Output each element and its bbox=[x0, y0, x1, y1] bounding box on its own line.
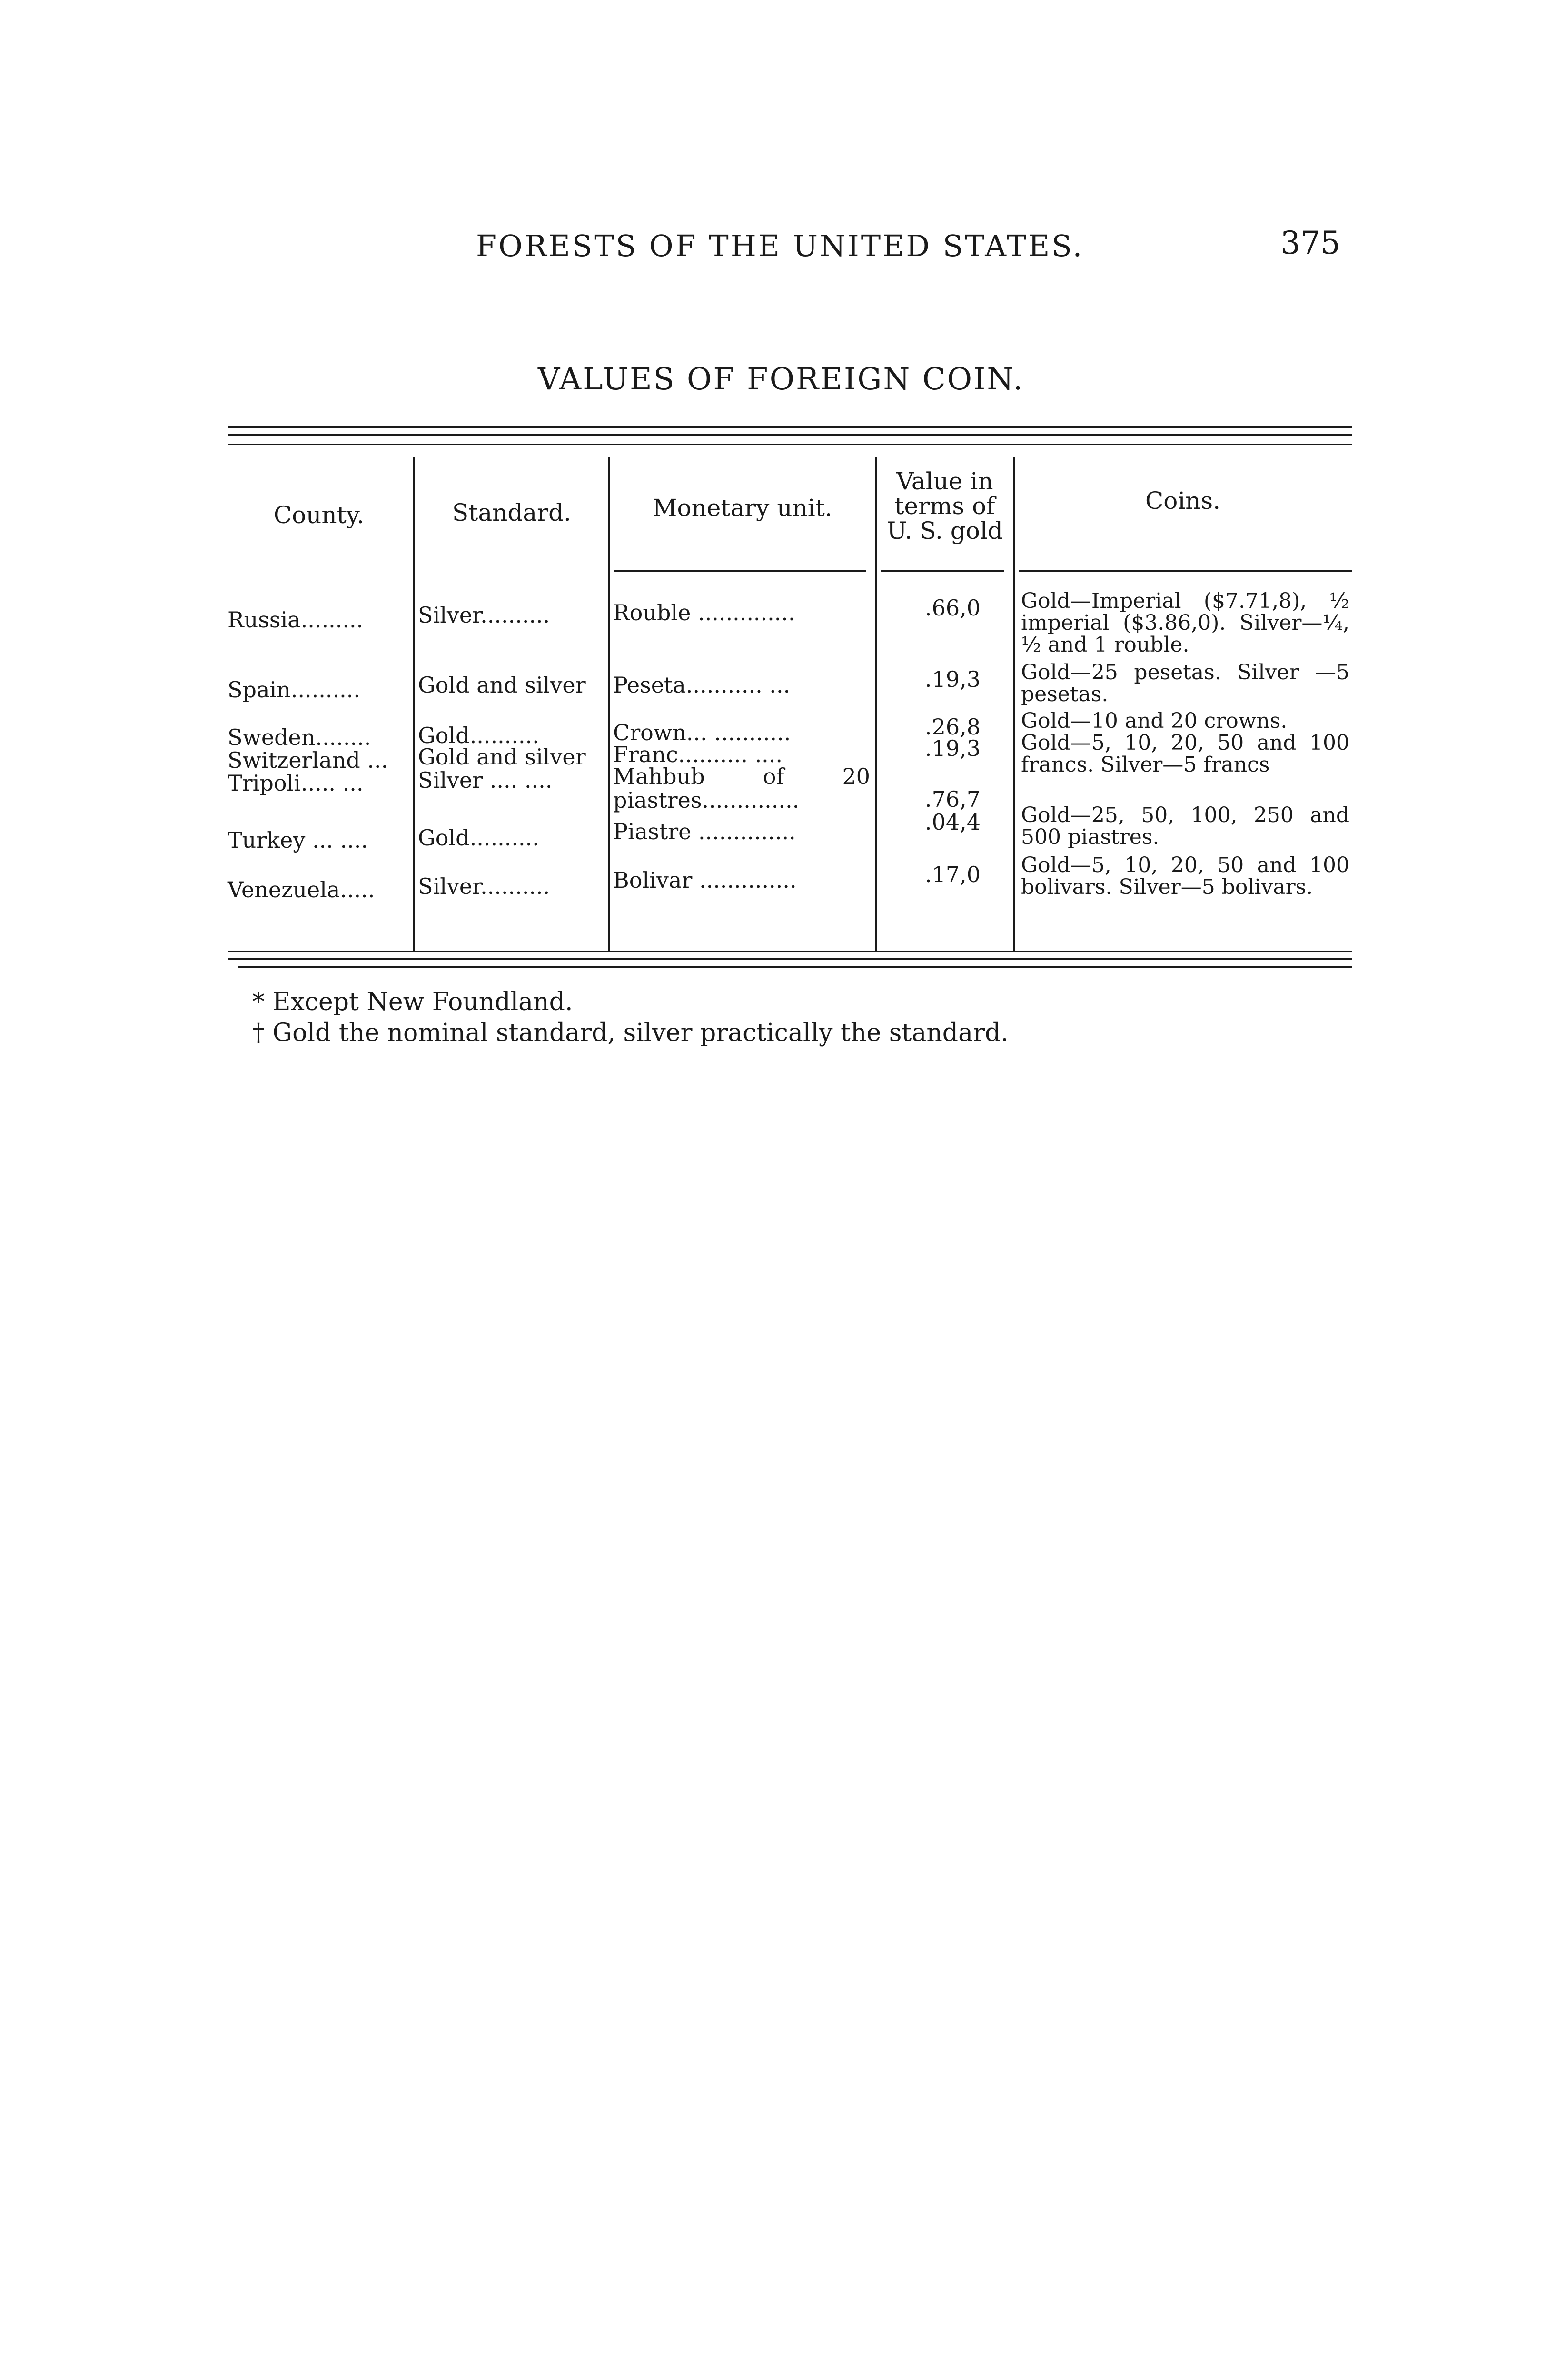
column-rule bbox=[608, 457, 610, 952]
table-cell-value: .19,3 bbox=[924, 666, 981, 692]
table-bottom-rule bbox=[228, 951, 1352, 952]
table-cell-country: Turkey ... .... bbox=[228, 827, 368, 853]
table-cell-standard: Gold.......... bbox=[418, 723, 539, 748]
table-cell-country: Switzerland ... bbox=[228, 747, 388, 773]
table-cell-country: Venezuela..... bbox=[228, 877, 375, 902]
column-rule bbox=[1013, 457, 1015, 952]
footnote-rule bbox=[238, 966, 1352, 968]
table-cell-unit: Rouble .............. bbox=[613, 600, 795, 625]
footnote: † Gold the nominal standard, silver practically the standard. bbox=[252, 1019, 1009, 1047]
table-cell-standard: Gold.......... bbox=[418, 825, 539, 851]
table-cell-coins: Gold—25 pesetas. Silver —5 pesetas. bbox=[1021, 660, 1349, 706]
table-bottom-rule-outer bbox=[228, 958, 1352, 960]
footnote: * Except New Foundland. bbox=[252, 988, 573, 1016]
table-cell-unit: Piastre .............. bbox=[613, 819, 796, 844]
table-cell-unit: Peseta........... ... bbox=[613, 672, 791, 698]
running-header: FORESTS OF THE UNITED STATES. bbox=[476, 228, 1084, 263]
table-cell-coins: Gold—Imperial ($7.71,8), ½ imperial ($3.86,0). Silver—¼, ½ and 1 rouble. bbox=[1021, 589, 1349, 657]
table-header-rule bbox=[228, 444, 1352, 445]
table-cell-unit: Mahbub of 20 piastres.............. bbox=[613, 764, 870, 813]
column-header-coins: Coins. bbox=[1145, 487, 1221, 515]
table-cell-value: .26,8 bbox=[924, 714, 981, 740]
table-cell-unit: Franc.......... .... bbox=[613, 742, 783, 767]
table-cell-value: .04,4 bbox=[924, 809, 981, 835]
table-cell-standard: Silver.......... bbox=[418, 602, 550, 628]
table-title: VALUES OF FOREIGN COIN. bbox=[538, 362, 1024, 397]
header-underline bbox=[614, 570, 866, 572]
table-cell-coins: Gold—5, 10, 20, 50 and 100 francs. Silver—5 francs bbox=[1021, 731, 1349, 777]
table-cell-coins: Gold—10 and 20 crowns. bbox=[1021, 709, 1288, 733]
column-header-value: Value in terms of U. S. gold bbox=[887, 467, 1003, 545]
table-cell-standard: Gold and silver bbox=[418, 744, 586, 770]
column-header-standard: Standard. bbox=[452, 499, 571, 526]
header-underline bbox=[1019, 570, 1352, 572]
table-cell-standard: Gold and silver bbox=[418, 672, 586, 698]
table-cell-unit: Crown... ........... bbox=[613, 720, 791, 745]
table-cell-value: .19,3 bbox=[924, 735, 981, 761]
table-cell-value: .66,0 bbox=[924, 595, 981, 621]
column-rule bbox=[875, 457, 877, 952]
column-header-country: County. bbox=[273, 501, 365, 529]
column-header-monetary-unit: Monetary unit. bbox=[653, 494, 832, 522]
table-cell-country: Sweden........ bbox=[228, 724, 371, 750]
table-cell-standard: Silver .... .... bbox=[418, 767, 553, 793]
table-cell-value: .76,7 bbox=[924, 786, 981, 812]
page-number: 375 bbox=[1280, 225, 1340, 261]
table-cell-country: Spain.......... bbox=[228, 677, 360, 703]
table-cell-coins: Gold—5, 10, 20, 50 and 100 bolivars. Silver—5 bolivars. bbox=[1021, 853, 1349, 899]
table-cell-unit: Bolivar .............. bbox=[613, 867, 797, 893]
header-underline bbox=[881, 570, 1004, 572]
table-cell-standard: Silver.......... bbox=[418, 873, 550, 899]
table-cell-country: Russia......... bbox=[228, 607, 364, 633]
table-top-rule-inner bbox=[228, 434, 1352, 436]
table-cell-coins: Gold—25, 50, 100, 250 and 500 piastres. bbox=[1021, 803, 1349, 849]
table-top-rule bbox=[228, 426, 1352, 428]
table-cell-value: .17,0 bbox=[924, 862, 981, 887]
table-cell-country: Tripoli..... ... bbox=[228, 770, 364, 796]
column-rule bbox=[413, 457, 415, 952]
